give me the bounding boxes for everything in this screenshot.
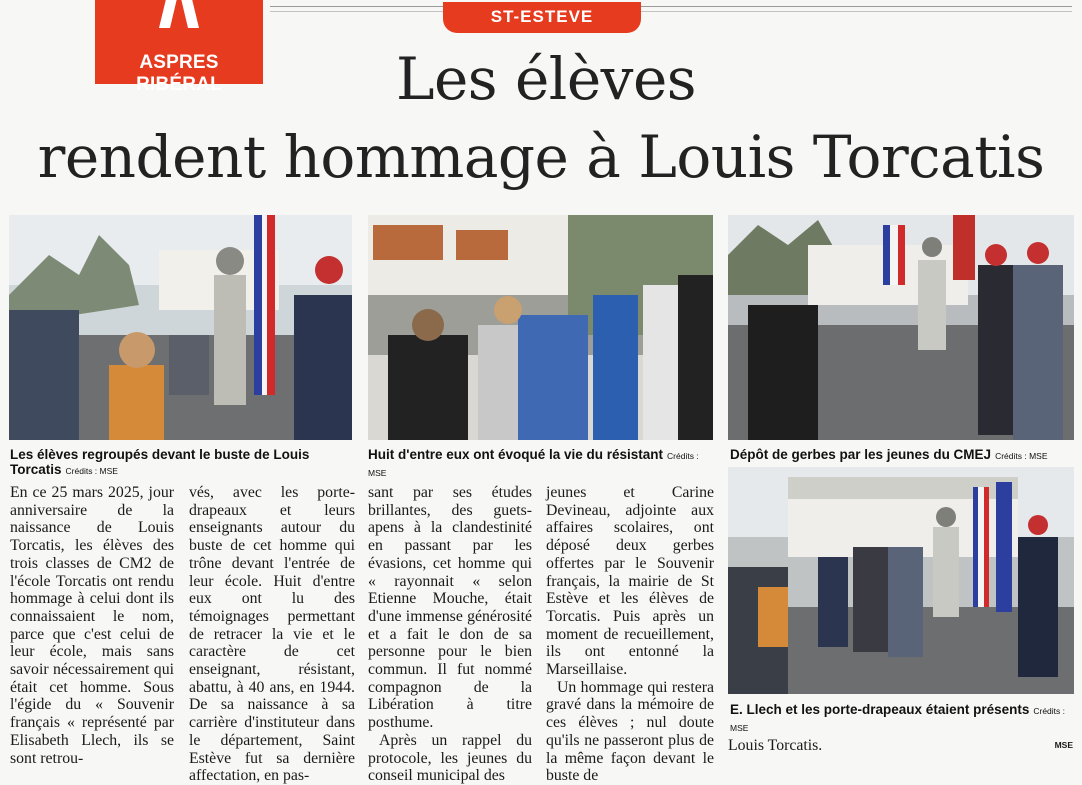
photo-students-reading — [368, 215, 713, 440]
article-paragraph: En ce 25 mars 2025, jour anniversaire de la naissance de Louis Torcatis, les élèves des trois classes de CM2 de l'école Torcatis ont rendu hommage à celui dont ils connaissaient le nom, parce que c'est celui de leur école, mais sans savoir nécessairement qui était cet homme. Sous l'égide du « Souvenir français « représenté par Elisabeth Llech, ils se sont retrou- — [10, 484, 174, 767]
photo-caption-4: E. Llech et les porte-drapeaux étaient présents Crédits : MSE — [730, 702, 1066, 733]
article-column-2 — [189, 484, 355, 785]
header-rule — [270, 6, 1072, 7]
photo-wreath-laying — [728, 215, 1074, 440]
article-paragraph: vés, avec les porte-drapeaux et leurs enseignants autour du buste de cet homme qui trône devant l'entrée de leur école. Huit d'entre eux ont lu des témoignages permettant de retracer la vie et le caractère de cet enseignant, résistant, abattu, à 40 ans, en 1944. De sa naissance à sa carrière d'instituteur dans le département, Saint Estève fut sa dernière affectation, en pas- — [189, 484, 355, 785]
article-paragraph: Un hommage qui restera gravé dans la mémoire de ces élèves ; nul doute qu'ils ne passeront plus de la même façon devant le buste de — [546, 678, 714, 785]
article-paragraph: sant par ses études brillantes, des guets-apens à la clandestinité en passant par les évasions, cet homme qui « rayonnait « selon Etienne Mouche, était d'une immense générosité et a fait le don de sa personne pour le bien commun. Il fut nommé compagnon de la Libération à titre posthume. — [368, 484, 532, 732]
header-rule-thin — [270, 11, 1072, 12]
article-column-1 — [10, 484, 174, 767]
headline-line-2: rendent hommage à Louis Torcatis — [37, 123, 1045, 191]
photo-students-bust — [9, 215, 352, 440]
photo-caption-1: Les élèves regroupés devant le buste de Louis Torcatis Crédits : MSE — [10, 447, 310, 477]
author-credit: MSE — [1054, 740, 1073, 750]
article-ending: Louis Torcatis. — [728, 737, 823, 754]
photo-caption-2: Huit d'entre eux ont évoqué la vie du résistant Crédits : MSE — [368, 447, 699, 478]
article-paragraph: jeunes et Carine Devineau, adjointe aux affaires scolaires, ont déposé deux gerbes offertes par le Souvenir français, la mairie de St Estève et les élèves de Torcatis. Puis après un moment de recueillement, ils ont entonné la Marseillaise. — [546, 484, 714, 679]
photo-caption-3: Dépôt de gerbes par les jeunes du CMEJ Crédits : MSE — [730, 447, 1048, 462]
article-paragraph: Après un rappel du protocole, les jeunes du conseil municipal des — [368, 731, 532, 785]
article-column-3 — [368, 484, 532, 785]
headline-line-1: Les élèves — [395, 45, 697, 113]
article-column-4 — [546, 484, 714, 785]
edition-name: ASPRES RIBÉRAL — [136, 52, 222, 95]
photo-flag-bearers — [728, 467, 1074, 694]
rubric-badge: ST-ESTEVE — [443, 2, 641, 33]
letter-a-icon — [153, 0, 205, 28]
